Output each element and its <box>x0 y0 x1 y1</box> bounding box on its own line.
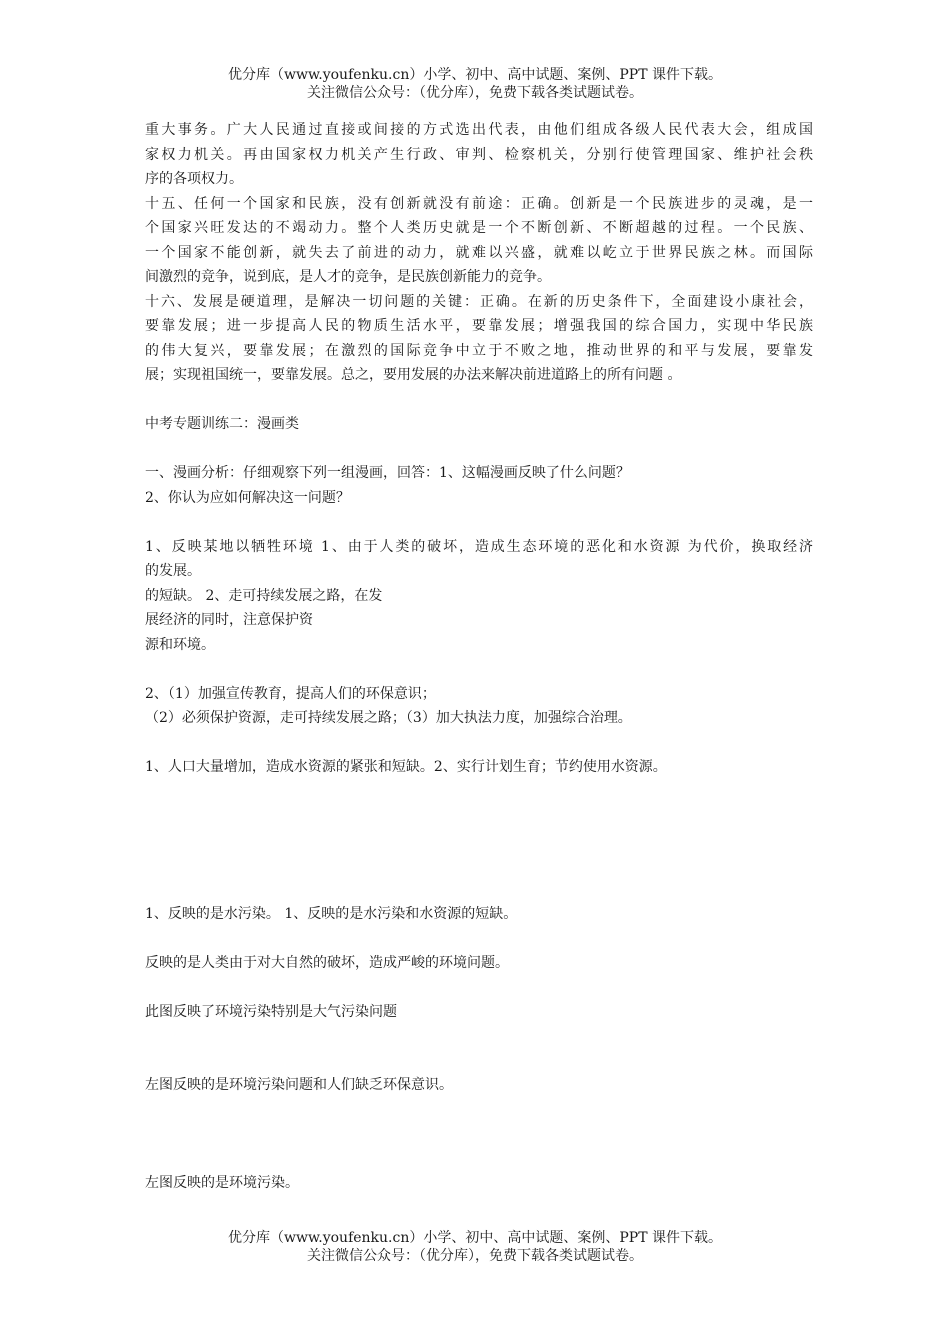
text-line: 1、反映某地以牺牲环境 1、由于人类的破坏，造成生态环境的恶化和水资源 为代价，换取经济 <box>145 538 813 555</box>
header-line-2: 关注微信公众号：（优分库），免费下载各类试题试卷。 <box>307 85 643 101</box>
answer-two <box>145 682 813 731</box>
answer-seven: 左图反映的是环境污染问题和人们缺乏环保意识。 <box>145 1077 453 1093</box>
answer-three: 1、人口大量增加，造成水资源的紧张和短缺。2、实行计划生育；节约使用水资源。 <box>145 759 667 775</box>
answer-one <box>145 535 813 658</box>
paragraph-sixteen <box>145 290 813 388</box>
footer-line-2: 关注微信公众号：（优分库），免费下载各类试题试卷。 <box>307 1248 643 1264</box>
text-line: 重大事务。广大人民通过直接或间接的方式选出代表，由他们组成各级人民代表大会，组成国 <box>145 122 813 138</box>
question-two: 2、你认为应如何解决这一问题？ <box>145 489 350 506</box>
text-line: 十五、任何一个国家和民族，没有创新就没有前途：正确。创新是一个民族进步的灵魂，是一 <box>145 195 813 212</box>
text-line: 间激烈的竞争，说到底，是人才的竞争，是民族创新能力的竞争。 <box>145 269 551 285</box>
header-line-1: 优分库（www.youfenku.cn）小学、初中、高中试题、案例、PPT 课件下载。 <box>227 67 722 83</box>
answer-four: 1、反映的是水污染。 1、反映的是水污染和水资源的短缺。 <box>145 905 518 922</box>
text-line: 展经济的同时，注意保护资 <box>145 612 313 628</box>
page-footer <box>0 1229 950 1265</box>
text-line: 要靠发展；进一步提高人民的物质生活水平，要靠发展；增强我国的综合国力，实现中华民族 <box>145 318 813 334</box>
question-one: 一、漫画分析：仔细观察下列一组漫画，回答：1、这幅漫画反映了什么问题？ <box>145 465 630 481</box>
answer-eight: 左图反映的是环境污染。 <box>145 1174 299 1191</box>
text-line: 2、（1）加强宣传教育，提高人们的环保意识； <box>145 685 436 702</box>
page-header <box>0 66 950 102</box>
text-line: 的发展。 <box>145 563 201 579</box>
text-line: （2）必须保护资源，走可持续发展之路；（3）加大执法力度，加强综合治理。 <box>145 710 632 726</box>
text-line: 家权力机关。再由国家权力机关产生行政、审判、检察机关，分别行使管理国家、维护社会秩 <box>145 146 813 163</box>
text-line: 展；实现祖国统一，要靠发展。总之，要用发展的办法来解决前进道路上的所有问题 。 <box>145 367 682 383</box>
answer-five: 反映的是人类由于对大自然的破坏，造成严峻的环境问题。 <box>145 954 509 971</box>
footer-line-1: 优分库（www.youfenku.cn）小学、初中、高中试题、案例、PPT 课件下载。 <box>227 1230 722 1246</box>
section-title: 中考专题训练二：漫画类 <box>145 416 299 432</box>
answer-six: 此图反映了环境污染特别是大气污染问题 <box>145 1003 397 1020</box>
paragraph-fifteen <box>145 192 813 290</box>
text-line: 的短缺。 2、走可持续发展之路，在发 <box>145 587 383 604</box>
document-body <box>145 118 813 1195</box>
text-line: 源和环境。 <box>145 636 215 653</box>
text-line: 十六、发展是硬道理，是解决一切问题的关键：正确。在新的历史条件下，全面建设小康社会， <box>145 293 813 310</box>
text-line: 的伟大复兴，要靠发展；在激烈的国际竞争中立于不败之地，推动世界的和平与发展，要靠发 <box>145 342 813 359</box>
paragraph-continuation <box>145 118 813 192</box>
text-line: 序的各项权力。 <box>145 171 243 187</box>
text-line: 一个国家不能创新，就失去了前进的动力，就难以兴盛，就难以屹立于世界民族之林。而国际 <box>145 244 813 261</box>
text-line: 个国家兴旺发达的不竭动力。整个人类历史就是一个不断创新、不断超越的过程。一个民族、 <box>145 220 813 236</box>
